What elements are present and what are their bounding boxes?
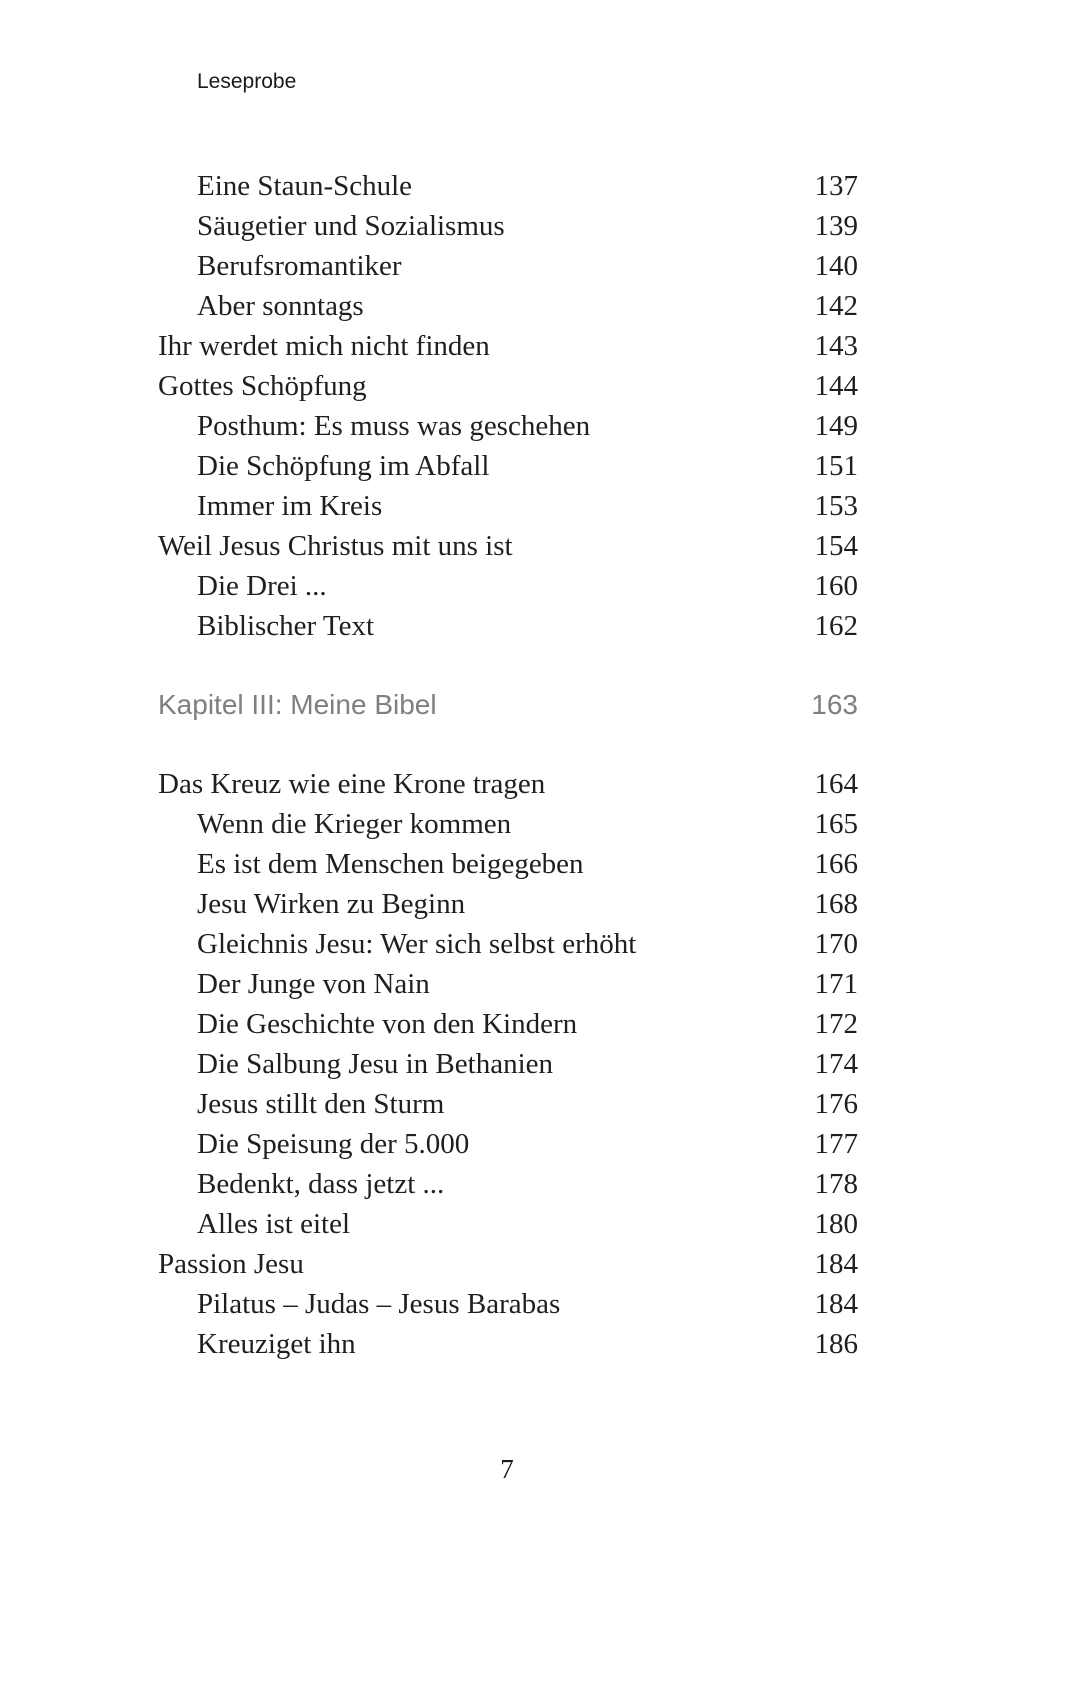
toc-entry-page: 165 xyxy=(814,808,858,840)
toc-entry-title: Pilatus – Judas – Jesus Barabas xyxy=(197,1288,561,1320)
toc-entry-title: Die Salbung Jesu in Bethanien xyxy=(197,1048,554,1080)
toc-entry xyxy=(158,206,858,246)
toc-entry-title: Säugetier und Sozialismus xyxy=(197,210,505,242)
toc-entry xyxy=(158,166,858,206)
toc-entry-title: Gleichnis Jesu: Wer sich selbst erhöht xyxy=(197,928,637,960)
toc-entry xyxy=(158,566,858,606)
toc-entry-title: Bedenkt, dass jetzt ... xyxy=(197,1168,445,1200)
toc-entry xyxy=(158,1324,858,1364)
toc-entry-title: Kapitel III: Meine Bibel xyxy=(158,689,437,720)
chapter-heading xyxy=(158,684,858,726)
toc-entry-page: 166 xyxy=(814,848,858,880)
toc-entry xyxy=(158,366,858,406)
toc-entry xyxy=(158,1084,858,1124)
toc-entry-title: Aber sonntags xyxy=(197,290,364,322)
toc-entry-page: 153 xyxy=(814,490,858,522)
toc-entry-title: Eine Staun-Schule xyxy=(197,170,413,202)
toc-entry-title: Die Drei ... xyxy=(197,570,327,602)
toc-entry-title: Passion Jesu xyxy=(158,1248,304,1280)
toc-entry-page: 180 xyxy=(814,1208,858,1240)
toc-entry-title: Die Geschichte von den Kindern xyxy=(197,1008,578,1040)
toc-entry xyxy=(158,1204,858,1244)
toc-entry-title: Das Kreuz wie eine Krone tragen xyxy=(158,768,546,800)
toc-entry-title: Ihr werdet mich nicht finden xyxy=(158,330,490,362)
toc-entry-page: 151 xyxy=(814,450,858,482)
toc-entry xyxy=(158,406,858,446)
toc-entry xyxy=(158,924,858,964)
toc-entry xyxy=(158,1044,858,1084)
toc-entry-title: Es ist dem Menschen beigegeben xyxy=(197,848,584,880)
page-number: 7 xyxy=(500,1454,514,1484)
toc-entry xyxy=(158,286,858,326)
toc-entry-page: 144 xyxy=(814,370,858,402)
toc-entry-page: 184 xyxy=(814,1288,858,1320)
toc-entry-page: 140 xyxy=(814,250,858,282)
toc-entry-title: Weil Jesus Christus mit uns ist xyxy=(158,530,513,562)
table-of-contents xyxy=(158,166,858,1364)
toc-entry xyxy=(158,606,858,646)
toc-entry-page: 186 xyxy=(814,1328,858,1360)
toc-entry-page: 174 xyxy=(814,1048,858,1080)
toc-entry-page: 172 xyxy=(814,1008,858,1040)
toc-entry xyxy=(158,884,858,924)
toc-entry-page: 162 xyxy=(814,610,858,642)
toc-entry-page: 164 xyxy=(814,768,858,800)
toc-entry xyxy=(158,486,858,526)
toc-entry-page: 154 xyxy=(814,530,858,562)
toc-entry xyxy=(158,804,858,844)
toc-entry xyxy=(158,326,858,366)
toc-entry-title: Die Speisung der 5.000 xyxy=(197,1128,470,1160)
toc-entry xyxy=(158,1124,858,1164)
toc-entry xyxy=(158,1284,858,1324)
toc-entry-title: Kreuziget ihn xyxy=(197,1328,356,1360)
toc-entry-title: Wenn die Krieger kommen xyxy=(197,808,512,840)
toc-entry-title: Alles ist eitel xyxy=(197,1208,351,1240)
toc-entry-page: 184 xyxy=(814,1248,858,1280)
toc-entry-title: Berufsromantiker xyxy=(197,250,402,282)
toc-entry-page: 143 xyxy=(814,330,858,362)
toc-entry-title: Die Schöpfung im Abfall xyxy=(197,450,490,482)
toc-entry xyxy=(158,446,858,486)
running-header: Leseprobe xyxy=(197,70,297,93)
toc-entry-page: 142 xyxy=(814,290,858,322)
toc-entry-page: 171 xyxy=(814,968,858,1000)
toc-entry xyxy=(158,526,858,566)
toc-entry-title: Gottes Schöpfung xyxy=(158,370,367,402)
toc-entry-page: 168 xyxy=(814,888,858,920)
toc-entry xyxy=(158,246,858,286)
toc-entry-page: 163 xyxy=(811,689,858,720)
toc-entry-page: 137 xyxy=(814,170,858,202)
toc-entry-page: 170 xyxy=(814,928,858,960)
toc-entry-page: 176 xyxy=(814,1088,858,1120)
toc-entry xyxy=(158,1164,858,1204)
toc-entry-page: 139 xyxy=(814,210,858,242)
toc-entry-page: 177 xyxy=(814,1128,858,1160)
toc-entry-title: Posthum: Es muss was geschehen xyxy=(197,410,591,442)
toc-entry-title: Biblischer Text xyxy=(197,610,375,642)
toc-entry-page: 149 xyxy=(814,410,858,442)
toc-entry-page: 160 xyxy=(814,570,858,602)
toc-entry-title: Immer im Kreis xyxy=(197,490,383,522)
toc-entry xyxy=(158,844,858,884)
toc-entry-title: Jesu Wirken zu Beginn xyxy=(197,888,466,920)
toc-entry-page: 178 xyxy=(814,1168,858,1200)
toc-entry xyxy=(158,1244,858,1284)
toc-entry xyxy=(158,764,858,804)
toc-entry-title: Jesus stillt den Sturm xyxy=(197,1088,445,1120)
toc-entry xyxy=(158,964,858,1004)
toc-entry xyxy=(158,1004,858,1044)
toc-entry-title: Der Junge von Nain xyxy=(197,968,430,1000)
